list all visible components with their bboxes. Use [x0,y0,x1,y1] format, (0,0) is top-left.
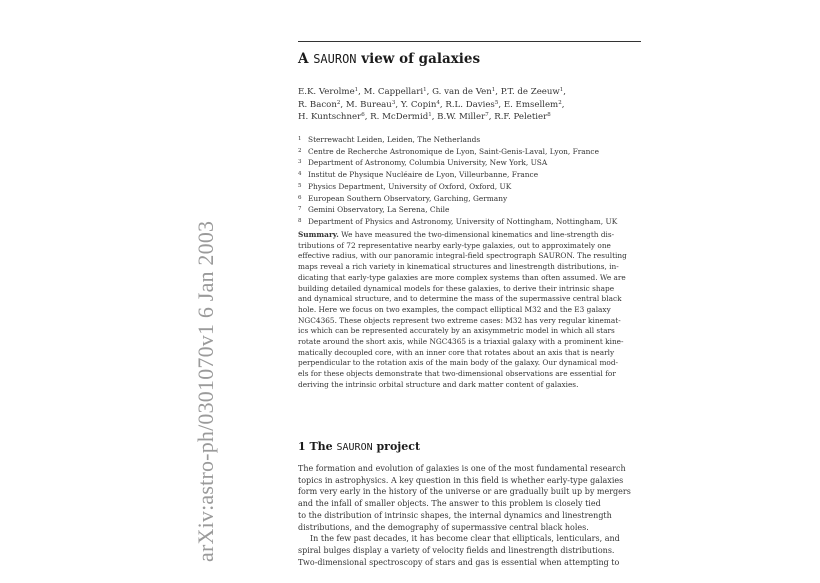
abstract-text: We have measured the two-dimensional kinematics and line-strength dis- [338,230,615,239]
affiliation [298,204,617,216]
author-affil-mark: 1 [491,87,496,93]
affiliation-number: 2 [298,147,302,154]
affiliation-number: 1 [298,136,302,142]
abstract-line: NGC4365. These objects represent two extreme cases: M32 has very regular kinemat- [298,315,621,325]
affiliation-text: European Southern Observatory, Garching, Germany [308,193,508,203]
abstract-line: maps reveal a rich variety in kinematical structures and linestrength distributions, in- [298,262,619,272]
affiliation-number: 3 [298,159,302,166]
title-suffix: view of galaxies [356,51,481,67]
author-affil-mark: 1 [428,112,432,119]
section-title-instrument: SAURON [336,442,373,453]
abstract-line: hole. Here we focus on two examples, the compact elliptical M32 and the E3 galaxy [298,304,611,314]
abstract-line: perpendicular to the rotation axis of the main body of the galaxy. Our dynamical mod- [298,358,619,368]
author: Y. Copin [400,99,437,110]
arxiv-identifier: arXiv:astro-ph/0301070v1 6 Jan 2003 [193,220,218,562]
author: M. Cappellari [363,87,424,97]
section-body [298,463,631,568]
abstract-line: effective radius, with our panoramic integral-field spectrograph SAURON. The resulting [298,251,627,261]
abstract [298,230,627,391]
body-line-text: In the few past decades, it has become clear that ellipticals, lenticulars, and [310,534,620,544]
author-list [298,86,566,124]
title-prefix: A [298,51,314,67]
author-line: R. Bacon$^2$, M. Bureau$^3$, Y. Copin$^4$, R.L. Davies$^5$, E. Emsellem$^2$, [298,99,565,110]
abstract-line: matically decoupled core, with an inner core that rotates about an axis that is nearly [298,347,615,357]
body-line: Two-dimensional spectroscopy of stars and gas is essential when attempting to [298,557,620,567]
arxiv-side-stamp [173,120,218,565]
author-affil-mark: 4 [436,99,440,106]
affiliation [298,157,617,169]
author-affil-mark: 3 [391,99,396,106]
author: R. McDermid [370,112,429,123]
abstract-line: building detailed dynamical models for these galaxies, to derive their intrinsic shape [298,283,615,293]
author-affil-mark: 2 [558,99,562,106]
author: M. Bureau [345,99,392,110]
affiliation-number: 8 [298,217,302,224]
author-affil-mark: 8 [547,112,551,119]
author-affil-mark: 5 [494,99,499,106]
body-line: The formation and evolution of galaxies is one of the most fundamental research [298,464,626,473]
author-affil-mark: 2 [336,99,341,106]
author: R. Bacon [298,99,337,110]
author: E. Emsellem [503,99,559,110]
affiliation [298,181,617,193]
author-affil-mark: 6 [361,112,365,119]
affiliation [298,134,617,146]
affiliation-text: Sterrewacht Leiden, Leiden, The Netherlands [308,135,481,144]
author-affil-mark: 1 [354,87,359,93]
body-line: form very early in the history of the universe or are gradually built up by mergers [298,487,631,497]
abstract-line: ics which can be represented accurately by an axisymmetric model in which all stars [298,326,615,336]
affiliation-text: Gemini Observatory, La Serena, Chile [308,205,450,215]
abstract-line [298,230,627,241]
abstract-line: dicating that early-type galaxies are more complex systems than often assumed. We are [298,272,626,282]
section-number: 1 [298,440,306,453]
section-heading [298,440,420,453]
author: G. van de Ven [432,87,492,97]
abstract-line: tributions of 72 representative nearby early-type galaxies, out to approximately one [298,240,611,250]
body-line: distributions, and the demography of supermassive central black holes. [298,522,589,532]
abstract-line: els for these objects demonstrate that two-dimensional observations are essential for [298,369,616,379]
affiliation [298,216,617,228]
affiliation-number: 7 [298,206,302,213]
paper-title [298,51,480,67]
author-affil-mark: 7 [485,112,489,119]
author: H. Kuntschner [298,112,362,123]
author: B.W. Miller [437,112,486,123]
author-line: H. Kuntschner$^6$, R. McDermid$^1$, B.W. Miller$^7$, R.F. Peletier$^8$ [298,112,551,123]
title-instrument: SAURON [313,52,357,66]
body-line: and the infall of smaller objects. The answer to this problem is closely tied [298,499,601,509]
author-affil-mark: 1 [423,87,427,93]
top-rule [298,41,641,42]
affiliation-text: Physics Department, University of Oxford, Oxford, UK [308,181,512,191]
affiliation-number: 6 [298,194,302,201]
author: P.T. de Zeeuw [500,87,560,97]
body-line: spiral bulges display a variety of velocity fields and linestrength distributions. [298,545,615,555]
affiliation [298,146,617,158]
affiliation-text: Institut de Physique Nucléaire de Lyon, Villeurbanne, France [308,170,539,180]
abstract-line: rotate around the short axis, while NGC4365 is a triaxial galaxy with a prominent kine- [298,337,624,347]
author: E.K. Verolme [298,87,355,97]
author: R.L. Davies [445,99,495,110]
body-line: to the distribution of intrinsic shapes, the internal dynamics and linestrength [298,510,612,520]
affiliation-number: 4 [298,171,302,178]
abstract-line: and dynamical structure, and to determine the mass of the supermassive central black [298,294,622,304]
author-affil-mark: 1 [559,87,564,93]
affiliation-text: Department of Astronomy, Columbia University, New York, USA [308,158,548,168]
abstract-line: deriving the intrinsic orbital structure and dark matter content of galaxies. [298,379,579,389]
affiliation-number: 5 [298,182,302,189]
abstract-label: Summary. [298,230,339,239]
author-line: E.K. Verolme$^1$, M. Cappellari$^1$, G. van de Ven$^1$, P.T. de Zeeuw$^1$, [298,87,567,97]
section-title-suffix: project [372,440,421,453]
body-line: topics in astrophysics. A key question in this field is whether early-type galaxies [298,475,624,485]
author: R.F. Peletier [494,112,548,123]
affiliation-text: Department of Physics and Astronomy, University of Nottingham, Nottingham, UK [308,216,618,226]
body-line [298,533,631,545]
affiliation [298,169,617,181]
affiliation-text: Centre de Recherche Astronomique de Lyon, Saint-Genis-Laval, Lyon, France [308,146,599,156]
section-title-prefix: The [305,440,337,453]
affiliation-list [298,134,617,228]
affiliation [298,193,617,205]
